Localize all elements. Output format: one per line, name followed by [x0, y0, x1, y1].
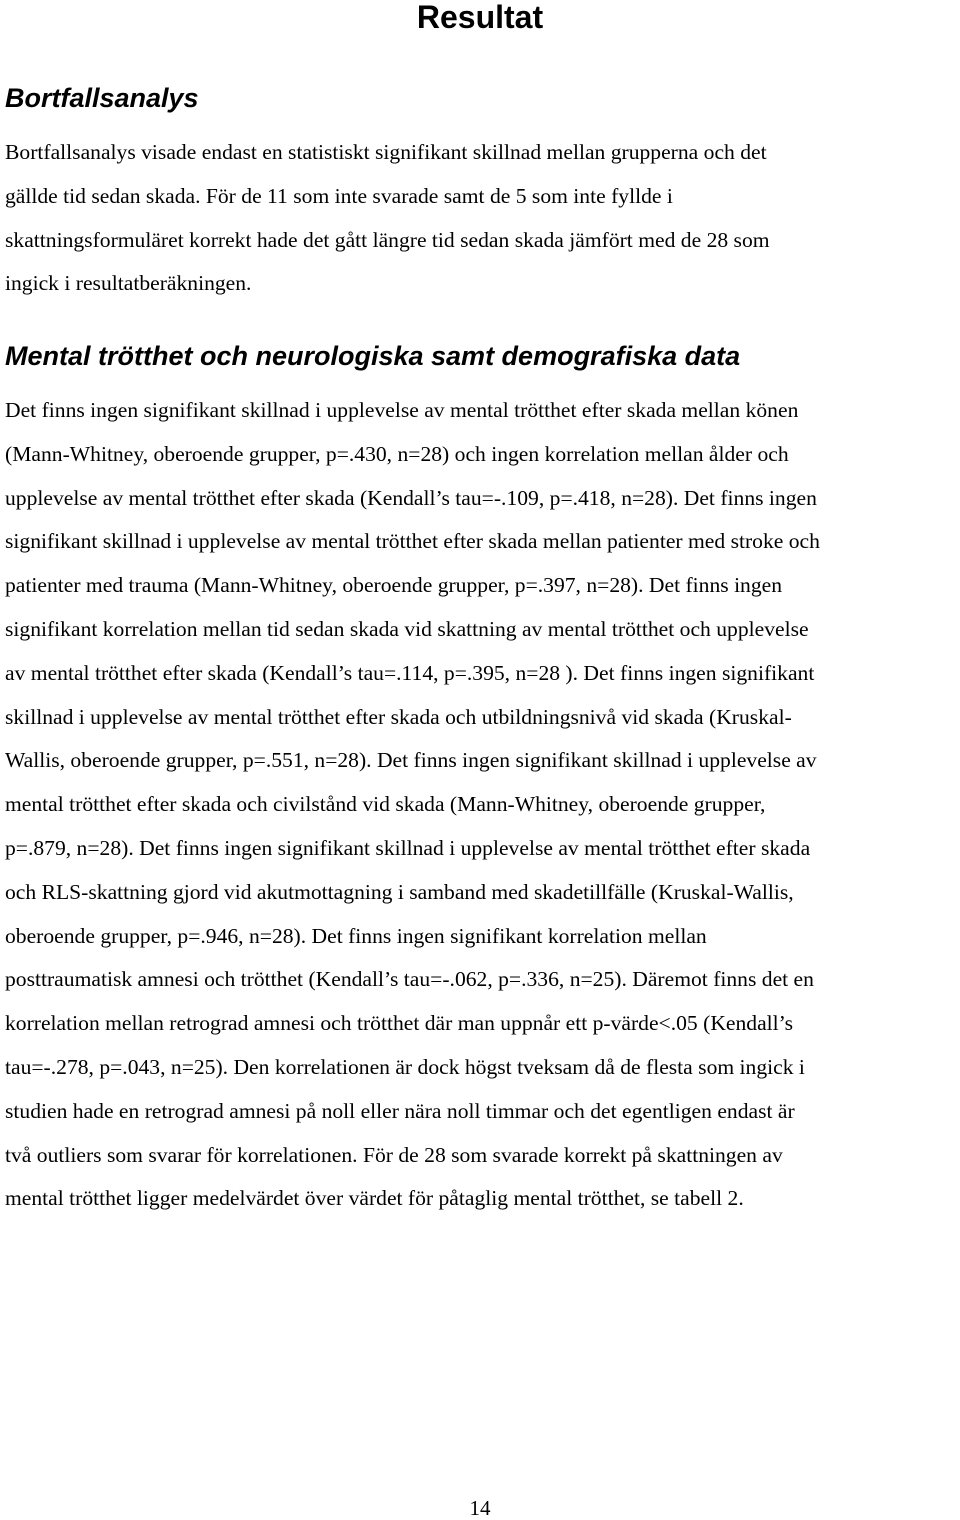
paragraph-line: patienter med trauma (Mann-Whitney, oberoende grupper, p=.397, n=28). Det finns ingen: [5, 573, 783, 598]
paragraph-line: skillnad i upplevelse av mental trötthet efter skada och utbildningsnivå vid skada (Kruskal-: [5, 704, 792, 729]
paragraph-line: p=.879, n=28). Det finns ingen signifikant skillnad i upplevelse av mental trötthet efter skada: [5, 835, 811, 860]
paragraph-line: (Mann-Whitney, oberoende grupper, p=.430, n=28) och ingen korrelation mellan ålder och: [5, 441, 789, 466]
paragraph-line: signifikant korrelation mellan tid sedan skada vid skattning av mental trötthet och upplevelse: [5, 616, 809, 641]
paragraph-line: två outliers som svarar för korrelationen. För de 28 som svarade korrekt på skattningen av: [5, 1142, 783, 1167]
paragraph-line: Wallis, oberoende grupper, p=.551, n=28). Det finns ingen signifikant skillnad i upplevelse av: [5, 748, 817, 773]
paragraph-line: skattningsformuläret korrekt hade det gått längre tid sedan skada jämfört med de 28 som: [5, 227, 770, 252]
paragraph-line: studien hade en retrograd amnesi på noll eller nära noll timmar och det egentligen endast är: [5, 1098, 795, 1123]
paragraph-line: ingick i resultatberäkningen.: [5, 271, 252, 296]
paragraph-line: tau=-.278, p=.043, n=25). Den korrelationen är dock högst tveksam då de flesta som ingick i: [5, 1054, 805, 1079]
paragraph-line: mental trötthet efter skada och civilstånd vid skada (Mann-Whitney, oberoende grupper,: [5, 792, 766, 817]
paragraph-line: oberoende grupper, p=.946, n=28). Det finns ingen signifikant korrelation mellan: [5, 923, 707, 948]
paragraph-bortfallsanalys: [5, 131, 957, 306]
paragraph-mental-trotthet: [5, 389, 957, 1221]
paragraph-line: signifikant skillnad i upplevelse av mental trötthet efter skada mellan patienter med stroke och: [5, 529, 820, 554]
page-number: 14: [469, 1496, 491, 1520]
paragraph-line: gällde tid sedan skada. För de 11 som inte svarade samt de 5 som inte fyllde i: [5, 183, 673, 208]
paragraph-line: av mental trötthet efter skada (Kendall’s tau=.114, p=.395, n=28 ). Det finns ingen signifikant: [5, 660, 815, 685]
paragraph-line: Det finns ingen signifikant skillnad i upplevelse av mental trötthet efter skada mellan könen: [5, 398, 799, 422]
paragraph-line: mental trötthet ligger medelvärdet över värdet för påtaglig mental trötthet, se tabell 2.: [5, 1186, 744, 1211]
paragraph-line: posttraumatisk amnesi och trötthet (Kendall’s tau=-.062, p=.336, n=25). Däremot finns det en: [5, 967, 814, 992]
paragraph-line: upplevelse av mental trötthet efter skada (Kendall’s tau=-.109, p=.418, n=28). Det finns ingen: [5, 485, 817, 510]
paragraph-line: och RLS-skattning gjord vid akutmottagning i samband med skadetillfälle (Kruskal-Wallis,: [5, 879, 794, 904]
paragraph-line: korrelation mellan retrograd amnesi och trötthet där man uppnår ett p-värde<.05 (Kendall’s: [5, 1011, 794, 1036]
section-heading-bortfallsanalys: Bortfallsanalys: [5, 83, 199, 113]
paragraph-line: Bortfallsanalys visade endast en statistiskt signifikant skillnad mellan grupperna och det: [5, 140, 767, 164]
section-heading-mental-trotthet: Mental trötthet och neurologiska samt demografiska data: [5, 341, 741, 371]
page-title: Resultat: [416, 0, 544, 35]
